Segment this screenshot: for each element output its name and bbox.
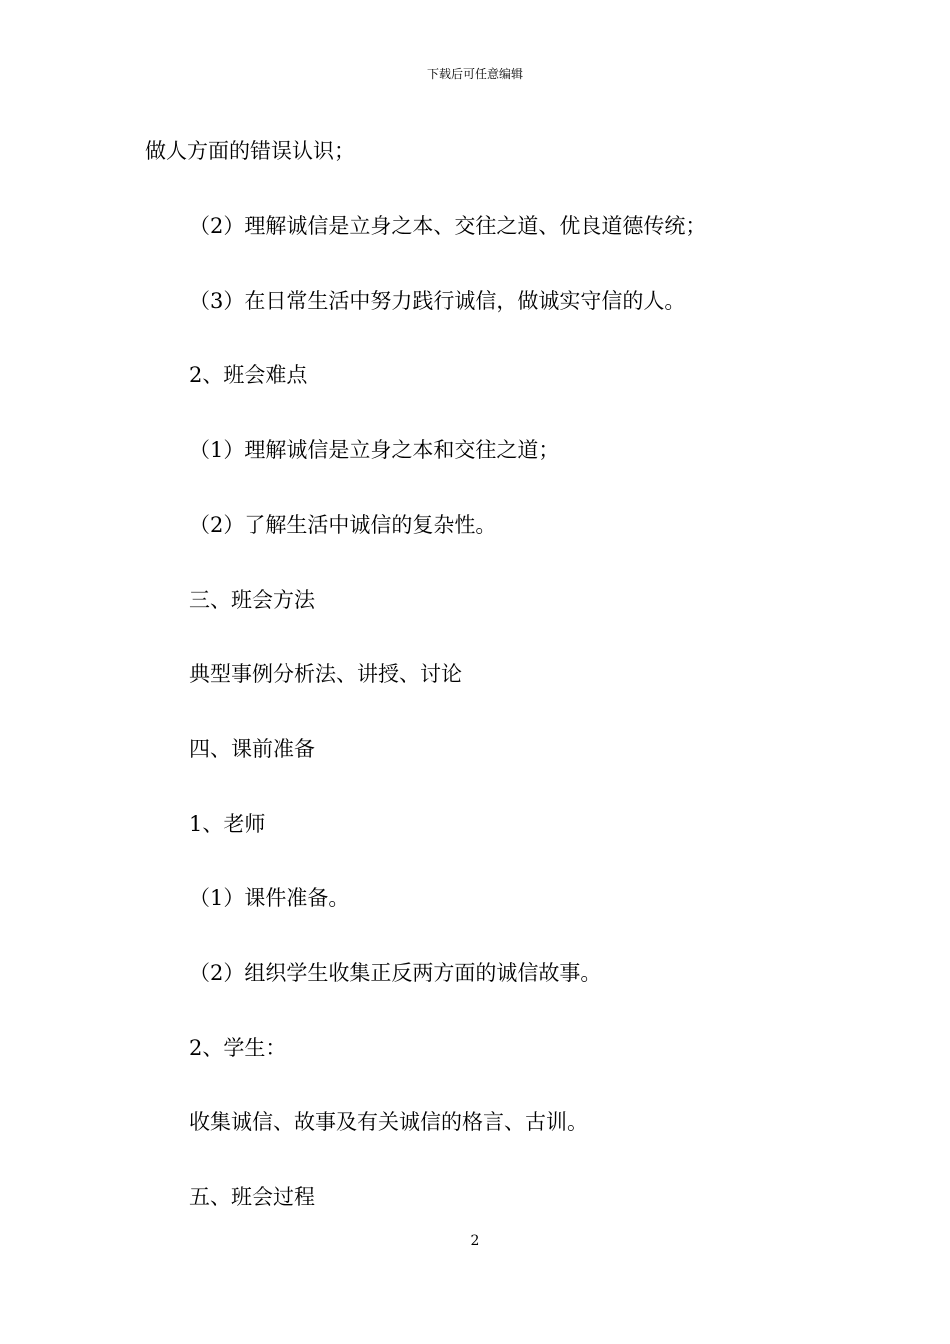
page-number: 2	[470, 1233, 480, 1249]
text-line: 典型事例分析法、讲授、讨论	[189, 662, 462, 686]
text-line: （2）组织学生收集正反两方面的诚信故事。	[189, 961, 602, 985]
section-heading: 2、班会难点	[189, 363, 308, 387]
section-heading: 四、课前准备	[189, 737, 315, 761]
section-heading: 五、班会过程	[189, 1185, 315, 1209]
text-line: 收集诚信、故事及有关诚信的格言、古训。	[189, 1110, 588, 1134]
section-heading: 1、老师	[189, 812, 266, 836]
page-header: 下载后可任意编辑	[426, 67, 523, 81]
text-line: （2）理解诚信是立身之本、交往之道、优良道德传统；	[189, 214, 707, 238]
text-line: （3）在日常生活中努力践行诚信，做诚实守信的人。	[189, 289, 686, 313]
text-line: （2）了解生活中诚信的复杂性。	[189, 513, 497, 537]
text-line: （1）课件准备。	[189, 886, 350, 910]
section-heading: 2、学生：	[189, 1036, 287, 1060]
text-line: 做人方面的错误认识；	[145, 139, 355, 163]
section-heading: 三、班会方法	[189, 588, 315, 612]
text-line: （1）理解诚信是立身之本和交往之道；	[189, 438, 560, 462]
